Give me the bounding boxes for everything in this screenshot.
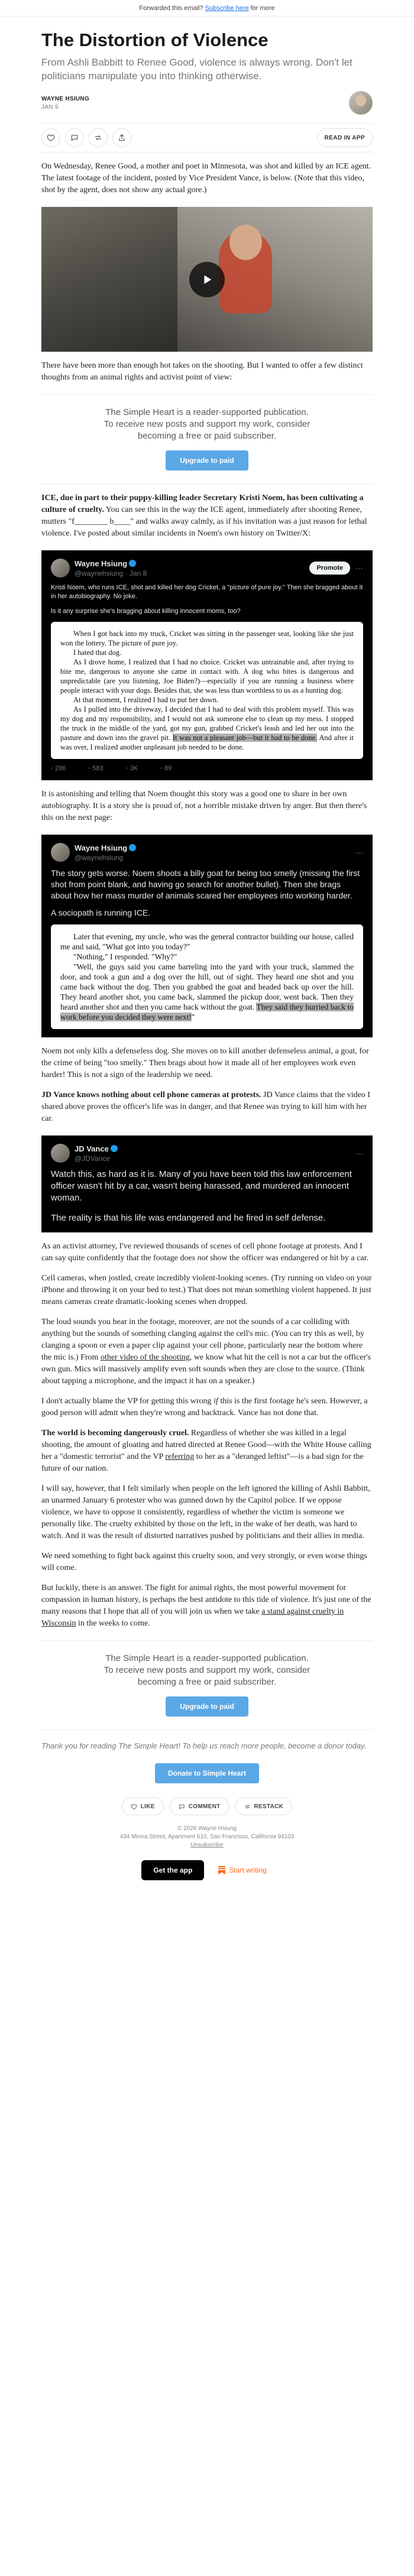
reaction-bar xyxy=(41,1798,373,1815)
heart-icon xyxy=(131,1803,137,1810)
excerpt-paragraph: When I got back into my truck, Cricket was sitting in the passenger seat, looking like she just won the lottery. The picture of pure joy. xyxy=(60,630,354,647)
comment-icon xyxy=(70,134,79,142)
paragraph-14-b: in the weeks to come. xyxy=(76,1619,150,1628)
restack-button[interactable] xyxy=(89,128,108,147)
referring-link[interactable]: referring xyxy=(165,1452,195,1461)
heart-icon xyxy=(47,134,55,142)
paragraph-13: We need something to fight back against this cruelty soon, and very strongly, or even worse things will come. xyxy=(41,1552,367,1572)
paragraph-9-a: The loud sounds you hear in the footage, moreover, are not the sounds of a car colliding with anything but the sounds of something clanging against the cell's mic. (You can try this as well, by clanging a spoon or even a paper clip against your cell phone, particularly near the bottom where the mic is.) From xyxy=(41,1318,364,1362)
paragraph-11 xyxy=(41,1427,373,1475)
copyright: © 2026 Wayne Hsiung xyxy=(177,1825,237,1832)
wisconsin-link[interactable]: a stand against cruelty in Wisconsin xyxy=(41,1607,344,1628)
forward-suffix: for more xyxy=(250,4,275,12)
post-action-bar xyxy=(41,123,373,153)
paragraph-7-a: As an activist attorney, I've reviewed thousands of scenes of cell phone footage at protests. And I can say quite confidently that the footage does xyxy=(41,1242,363,1263)
subscribe-line-3: becoming a free or paid subscriber. xyxy=(137,431,277,441)
paragraph-10-italic: if xyxy=(214,1397,218,1406)
excerpt-highlight: It was not a pleasant job—but it had to be done. xyxy=(172,734,318,742)
tweet-text-line-2: The reality is that his life was endangered and he fired in self defense. xyxy=(51,1213,326,1223)
paragraph-6-rest: JD Vance claims that the video I shared above proves the officer's life was in danger, and that Renee was trying to kill him with her car. xyxy=(41,1091,370,1123)
forward-text: Forwarded this email? xyxy=(139,4,203,12)
embedded-tweet-vance[interactable] xyxy=(41,1135,373,1232)
more-options-icon[interactable]: ··· xyxy=(355,1149,363,1158)
tweet-text: Watch this, as hard as it is. Many of you have been told this law enforcement officer wasn't hit by a car, wasn't being harassed, and murdered an innocent woman. xyxy=(51,1169,352,1203)
like-pill-button[interactable] xyxy=(122,1798,164,1815)
comment-label: COMMENT xyxy=(188,1803,221,1810)
tweet-text-line-2: A sociopath is running ICE. xyxy=(51,908,151,917)
tweet-avatar xyxy=(51,559,70,578)
subscribe-line-1: The Simple Heart is a reader-supported publication. xyxy=(105,407,309,417)
app-promo-bar xyxy=(41,1860,373,1892)
start-writing-button[interactable] xyxy=(212,1860,272,1880)
tweet-author-name: Wayne Hsiung xyxy=(75,843,128,852)
post-subtitle: From Ashli Babbitt to Renee Good, violence is always wrong. Don't let politicians manipulate you into thinking otherwise. xyxy=(41,57,352,82)
paragraph-9 xyxy=(41,1316,373,1387)
subscribe-widget-1 xyxy=(41,394,373,484)
tweet-author-name: Wayne Hsiung xyxy=(75,559,128,568)
tweet-author-name: JD Vance xyxy=(75,1144,109,1153)
paragraph-7-italic: not xyxy=(197,1254,208,1263)
paragraph-14 xyxy=(41,1582,373,1630)
view-count[interactable]: ◦ 89 xyxy=(160,765,172,772)
excerpt-text: As I pulled into the driveway, I decided that I had to deal with this problem myself. This was my dog and my responsibility, and I would not ask someone else to clean up my mess. I stopped the truck in the middle of the yard, got my gun, grabbed Cricket's leash and led her out into the pasture and down into the gravel pit. xyxy=(60,705,354,742)
subscribe-line-3: becoming a free or paid subscriber. xyxy=(137,1677,277,1687)
donate-button[interactable]: Donate to Simple Heart xyxy=(155,1763,259,1783)
share-button[interactable] xyxy=(112,128,131,147)
thanks-note: Thank you for reading The Simple Heart! To help us reach more people, become a donor today. xyxy=(41,1741,367,1750)
paragraph-6 xyxy=(41,1089,373,1125)
subscribe-link[interactable]: Subscribe here xyxy=(205,4,249,12)
restack-icon xyxy=(94,134,102,142)
like-count[interactable]: ◦ 3K xyxy=(126,765,138,772)
post-date: JAN 9 xyxy=(41,103,59,111)
paragraph-6-bold: JD Vance knows nothing about cell phone cameras at protests. xyxy=(41,1091,261,1099)
excerpt-paragraph: At that moment, I realized I had to put her down. xyxy=(73,696,219,704)
subscribe-line-2: To receive new posts and support my work, consider xyxy=(104,419,310,429)
like-label: LIKE xyxy=(140,1803,155,1810)
excerpt-paragraph: As I drove home, I realized that I had no choice. Cricket was untrainable and, after trying to bite me, dangerous to anyone she came in contact with. A dog who bites is dangerous and unpredictable (are you listening, Joe Biden?)—especially if you are running a business where people interact with your dogs. Besides that, she was less than worthless to us as a hunting dog. xyxy=(60,658,354,695)
video-frame-left xyxy=(41,207,177,352)
comment-button[interactable] xyxy=(65,128,84,147)
byline xyxy=(41,91,373,115)
video-face xyxy=(229,225,262,260)
paragraph-2: There have been more than enough hot takes on the shooting. But I wanted to offer a few distinct thoughts from an animal rights and activist point of view: xyxy=(41,361,363,382)
get-the-app-button[interactable]: Get the app xyxy=(141,1860,204,1880)
paragraph-10-a: I don't actually blame the VP for getting this wrong xyxy=(41,1397,214,1406)
play-button[interactable] xyxy=(189,262,225,297)
tweet-handle: @JDVance xyxy=(75,1154,110,1163)
paragraph-11-rest: Regardless of whether she was killed in a legal shooting, the amount of gloating and hatred directed at Renee Good—with the White House calling her a "domestic terrorist" and the VP xyxy=(41,1429,371,1461)
excerpt-highlight: They said they hurried back to work before you decided they were next! xyxy=(60,1003,354,1021)
substack-logo-icon xyxy=(218,1866,225,1874)
comment-icon xyxy=(179,1803,185,1810)
paragraph-12: I will say, however, that I felt similarly when people on the left ignored the killing of Ashli Babbitt, an unarmed January 6 protester who was gunned down by the Capitol police. If we oppose violence, we have to oppose it consistently, regardless of whether the victim is someone we personally like. The cruelty exhibited by those on the left, in the wake of her death, was hard to watch. And it was the result of distorted narratives pushed by politicians and their allies in media. xyxy=(41,1484,370,1540)
email-footer xyxy=(41,1825,373,1850)
book-excerpt-image xyxy=(51,924,363,1029)
email-body xyxy=(41,30,373,1892)
excerpt-paragraph: Later that evening, my uncle, who was the general contractor building our house, called me and said, "What got into you today?" xyxy=(60,932,354,951)
subscribe-line-1: The Simple Heart is a reader-supported publication. xyxy=(105,1653,309,1663)
verified-icon xyxy=(129,560,136,567)
paragraph-10 xyxy=(41,1396,373,1419)
restack-label: RESTACK xyxy=(254,1803,284,1810)
paragraph-3 xyxy=(41,492,373,540)
paragraph-10-b: this is the first footage he's seen. However, a good person will admit when they're wrong and backtrack. Vance has not done that. xyxy=(41,1397,368,1417)
paragraph-7-b: show the officer was endangered or hit by a car. xyxy=(208,1254,368,1263)
unsubscribe-link[interactable]: Unsubscribe xyxy=(190,1842,224,1848)
author-name[interactable]: WAYNE HSIUNG xyxy=(41,95,90,102)
play-icon xyxy=(200,273,214,286)
post-title[interactable]: The Distortion of Violence xyxy=(41,30,269,50)
more-options-icon[interactable]: ··· xyxy=(355,848,363,857)
forward-banner xyxy=(0,0,414,17)
upgrade-to-paid-button[interactable]: Upgrade to paid xyxy=(166,450,248,471)
restack-pill-button[interactable] xyxy=(235,1798,293,1815)
paragraph-4: It is astonishing and telling that Noem thought this story was a good one to share in her own autobiography. It is a story she is proud of, not a horrible mistake driven by anger. But then there's this on the next page: xyxy=(41,790,367,822)
paragraph-9-b: , we know what hit the cell is not a car but the officer's own gun. Mics will massively amplify even soft sounds when they are close to the source. (Think about tapping a microphone, and the impact it has on a speaker.) xyxy=(41,1353,371,1386)
subscribe-widget-2 xyxy=(41,1640,373,1730)
tweet-handle: @waynehsiung · Jan 8 xyxy=(75,569,147,578)
comment-pill-button[interactable] xyxy=(170,1798,229,1815)
reply-count[interactable]: ◦ 286 xyxy=(51,765,66,772)
paragraph-11-bold: The world is becoming dangerously cruel. xyxy=(41,1429,189,1438)
tweet-avatar xyxy=(51,1144,70,1163)
book-excerpt-image xyxy=(51,622,363,759)
embedded-tweet-noem-goat[interactable] xyxy=(41,835,373,1037)
paragraph-3-rest: You can see this in the way the ICE agent, immediately after shooting Renee, mutters "f________ b____" and walks away calmly, as if his invitation was a just reason for lethal violence. I've posted about similar incidents in Noem's own history on Twitter/X: xyxy=(41,505,367,538)
other-video-link[interactable]: other video of the shooting xyxy=(100,1353,190,1362)
embedded-tweet-noem-dog[interactable] xyxy=(41,550,373,780)
restack-icon xyxy=(244,1803,251,1810)
verified-icon xyxy=(111,1145,118,1152)
paragraph-14-a: But luckily, there is an answer. The fight for animal rights, the most powerful movement for compassion in human history, is perhaps the best antidote to this tide of violence. It's just one of the many reasons that I hope that all of you will join us when we take xyxy=(41,1584,371,1616)
subscribe-line-2: To receive new posts and support my work, consider xyxy=(104,1665,310,1675)
author-avatar[interactable] xyxy=(349,91,373,115)
paragraph-5: Noem not only kills a defenseless dog. She moves on to kill another defenseless animal, a goat, for the crime of being "too smelly." Then brags about how it made all of her employees work even harder! This is not a sign of the leadership we need. xyxy=(41,1047,369,1079)
excerpt-text: And after it was over, I realized another unpleasant job needed to be done. xyxy=(60,734,354,751)
like-button[interactable] xyxy=(41,128,60,147)
paragraph-1: On Wednesday, Renee Good, a mother and poet in Minnesota, was shot and killed by an ICE agent. The latest footage of the incident, posted by Vice President Vance, is below. (Note that this video, shot by the agent, does not show any actual gore.) xyxy=(41,162,371,194)
paragraph-3-bold: ICE, due in part to their puppy-killing leader Secretary Kristi Noem, has been cultivating a culture of cruelty. xyxy=(41,494,364,514)
tweet-handle: @waynehsiung xyxy=(75,854,124,862)
promote-button[interactable]: Promote xyxy=(309,562,350,575)
excerpt-paragraph xyxy=(60,962,354,1022)
excerpt-text: " xyxy=(191,1013,195,1021)
excerpt-paragraph: "Nothing," I responded. "Why?" xyxy=(73,952,177,961)
retweet-count[interactable]: ◦ 583 xyxy=(88,765,103,772)
paragraph-7 xyxy=(41,1241,373,1264)
embedded-video[interactable] xyxy=(41,207,373,352)
paragraph-11-end: to her as a "deranged leftist"—is a bad sign for the future of our nation. xyxy=(41,1452,364,1473)
excerpt-paragraph: I hated that dog. xyxy=(73,648,122,657)
start-writing-label: Start writing xyxy=(229,1866,267,1874)
mailing-address: 434 Minna Street, Apartment 610, San Francisco, California 94103 xyxy=(119,1834,295,1840)
paragraph-8: Cell cameras, when jostled, create incredibly violent-looking scenes. (Try running on video on your iPhone and throwing it on your bed to test.) That does not mean something violent happened. It just means cameras create dramatic-looking scenes when dropped. xyxy=(41,1274,372,1306)
tweet-avatar xyxy=(51,843,70,862)
verified-icon xyxy=(129,844,136,851)
read-in-app-button[interactable]: READ IN APP xyxy=(317,128,373,147)
upgrade-to-paid-button[interactable]: Upgrade to paid xyxy=(166,1696,248,1717)
more-options-icon[interactable]: ··· xyxy=(355,563,363,573)
excerpt-paragraph xyxy=(60,705,354,752)
excerpt-text: "Well, the guys said you came barreling into the yard with your truck, slammed the door, and took a gun and a dog over the hill, out of sight. They heard one shot and you came back without the dog. Then you grabbed the goat and headed back up over the hill. They heard another shot, you came back, slammed the pickup door, went back. Then they heard another shot and then you came back without the goat. xyxy=(60,962,354,1011)
tweet-question: Is it any surprise she's bragging about killing innocent moms, too? xyxy=(51,608,241,615)
share-icon xyxy=(118,134,126,142)
tweet-text: Kristi Noem, who runs ICE, shot and killed her dog Cricket, a "picture of pure joy." Then she bragged about it in her autobiography. No joke. xyxy=(51,584,363,600)
tweet-stats xyxy=(51,765,363,772)
tweet-text: The story gets worse. Noem shoots a billy goat for being too smelly (missing the first shot from point blank, and having go search for another bullet). Then she brags about how her mass murder of animals scared her employees into working harder. xyxy=(51,868,360,900)
